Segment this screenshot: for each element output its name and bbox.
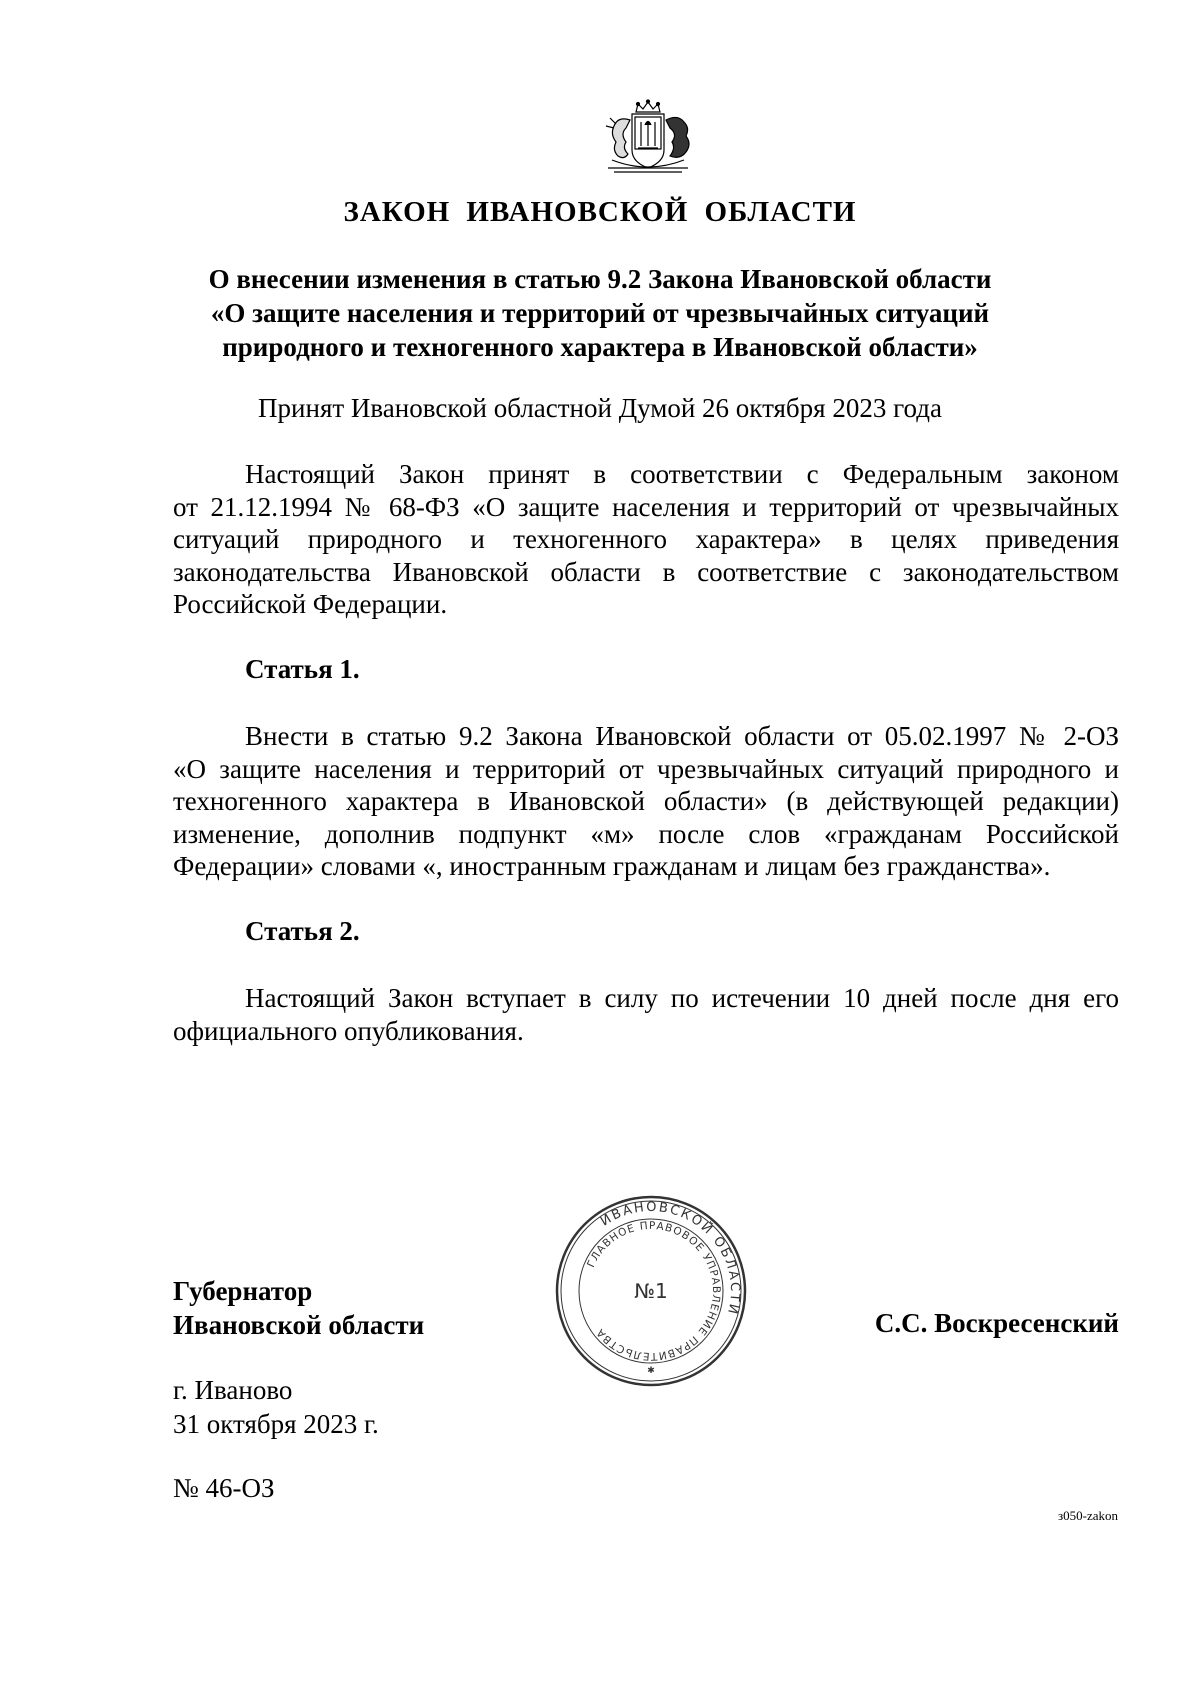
subtitle-line: О внесении изменения в статью 9.2 Закона Ивановской области (208, 264, 992, 294)
signatory-title-line: Губернатор (173, 1276, 313, 1306)
article-1-heading: Статья 1. (245, 654, 360, 684)
date: 31 октября 2023 г. (173, 1409, 379, 1439)
paragraph-line: законодательства Ивановской области в соответствие с законодательством (173, 556, 1119, 587)
seal-center-text: №1 (634, 1279, 668, 1303)
seal-outer-text: ИВАНОВСКОЙ ОБЛАСТИ (598, 1199, 743, 1317)
paragraph-line: техногенного характера в Ивановской области» (в действующей редакции) (173, 786, 1119, 816)
adoption-note: Принят Ивановской областной Думой 26 октября 2023 года (258, 393, 942, 423)
paragraph-line: Настоящий Закон принят в соответствии с Федеральным законом (245, 459, 1119, 489)
signatory-title (173, 1274, 424, 1342)
paragraph-line: изменение, дополнив подпункт «м» после слов «гражданам Российской (173, 818, 1119, 849)
subtitle-line: «О защите населения и территорий от чрезвычайных ситуаций (210, 298, 990, 328)
official-seal (552, 1192, 750, 1390)
seal-inner-text: ГЛАВНОЕ ПРАВОВОЕ УПРАВЛЕНИЕ ПРАВИТЕЛЬСТВА (585, 1219, 723, 1363)
city: г. Иваново (173, 1375, 293, 1405)
place-and-date (173, 1373, 379, 1441)
signatory-title-line: Ивановской области (173, 1310, 425, 1340)
paragraph-line: Настоящий Закон вступает в силу по истечении 10 дней после дня его (245, 983, 1119, 1013)
article-2-text (173, 982, 1119, 1047)
paragraph-line: Российской Федерации. (173, 589, 448, 619)
article-1-text (173, 720, 1119, 883)
signatory-name: С.С. Воскресенский (874, 1308, 1119, 1338)
law-number: № 46-ОЗ (173, 1473, 275, 1503)
paragraph-line: Внести в статью 9.2 Закона Ивановской области от 05.02.1997 № 2-ОЗ (245, 721, 1119, 751)
paragraph-line: от 21.12.1994 № 68-ФЗ «О защите населения и территорий от чрезвычайных (173, 491, 1119, 522)
article-2-heading: Статья 2. (245, 916, 360, 946)
preamble-paragraph (173, 458, 1119, 621)
document-title: ЗАКОН ИВАНОВСКОЙ ОБЛАСТИ (343, 196, 857, 228)
subtitle-line: природного и техногенного характера в Ивановской области» (222, 332, 978, 362)
document-subtitle (160, 262, 1040, 364)
svg-text:✱: ✱ (647, 1366, 655, 1376)
document-code: з050-zakon (1057, 1508, 1118, 1523)
coat-of-arms-icon (598, 98, 698, 178)
paragraph-line: ситуаций природного и техногенного характера» в целях приведения (173, 524, 1119, 554)
paragraph-line: официального опубликования. (173, 1015, 524, 1046)
paragraph-line: Федерации» словами «, иностранным гражданам и лицам без гражданства». (173, 851, 1051, 881)
paragraph-line: «О защите населения и территорий от чрезвычайных ситуаций природного и (173, 753, 1119, 784)
